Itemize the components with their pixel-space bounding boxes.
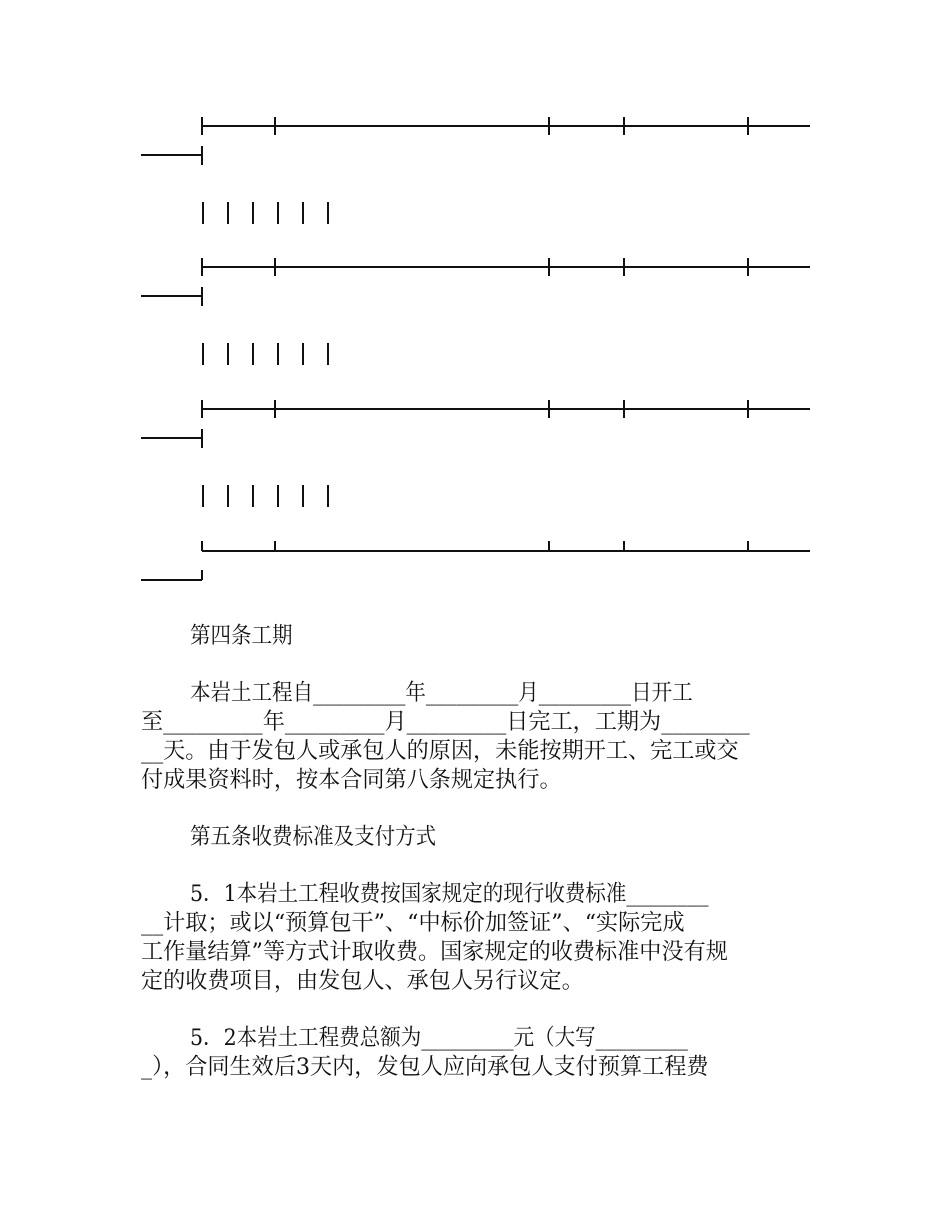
cell-rules-row-1 (203, 202, 328, 224)
clause-5-1-line-4: 定的收费项目，由发包人、承包人另行议定。 (141, 968, 584, 994)
article-5-heading: 第五条收费标准及支付方式 (190, 824, 437, 850)
article-4-line-3: __天。由于发包人或承包人的原因，未能按期开工、完工或交 (141, 738, 739, 764)
clause-5-2-line-2: _），合同生效后3天内，发包人应向承包人支付预算工程费 (141, 1054, 709, 1080)
table-border-row-1 (141, 117, 810, 165)
clause-5-1-line-1: 5．1本岩土工程收费按国家规定的现行收费标准________ (190, 881, 709, 907)
clause-5-1-line-3: 工作量结算”等方式计取收费。国家规定的收费标准中没有规 (141, 939, 728, 965)
table-border-row-3 (141, 400, 810, 448)
article-4-heading: 第四条工期 (190, 623, 293, 649)
cell-rules-row-2 (203, 343, 328, 365)
cell-rules-row-3 (203, 485, 328, 507)
article-4-line-4: 付成果资料时，按本合同第八条规定执行。 (141, 767, 562, 793)
table-border-bottom (141, 541, 810, 580)
table-border-row-2 (141, 258, 810, 306)
clause-5-2-line-1: 5．2本岩土工程费总额为_________元（大写_________ (190, 1025, 688, 1051)
article-4-line-1: 本岩土工程自_________年_________月_________日开工 (190, 680, 693, 706)
table-rule-fragment (0, 0, 950, 600)
article-4-line-2: 至_________年_________月_________日完工，工期为________ (141, 709, 750, 735)
table-rules (141, 117, 810, 580)
clause-5-1-line-2: __计取；或以“预算包干”、“中标价加签证”、“实际完成 (141, 910, 685, 936)
